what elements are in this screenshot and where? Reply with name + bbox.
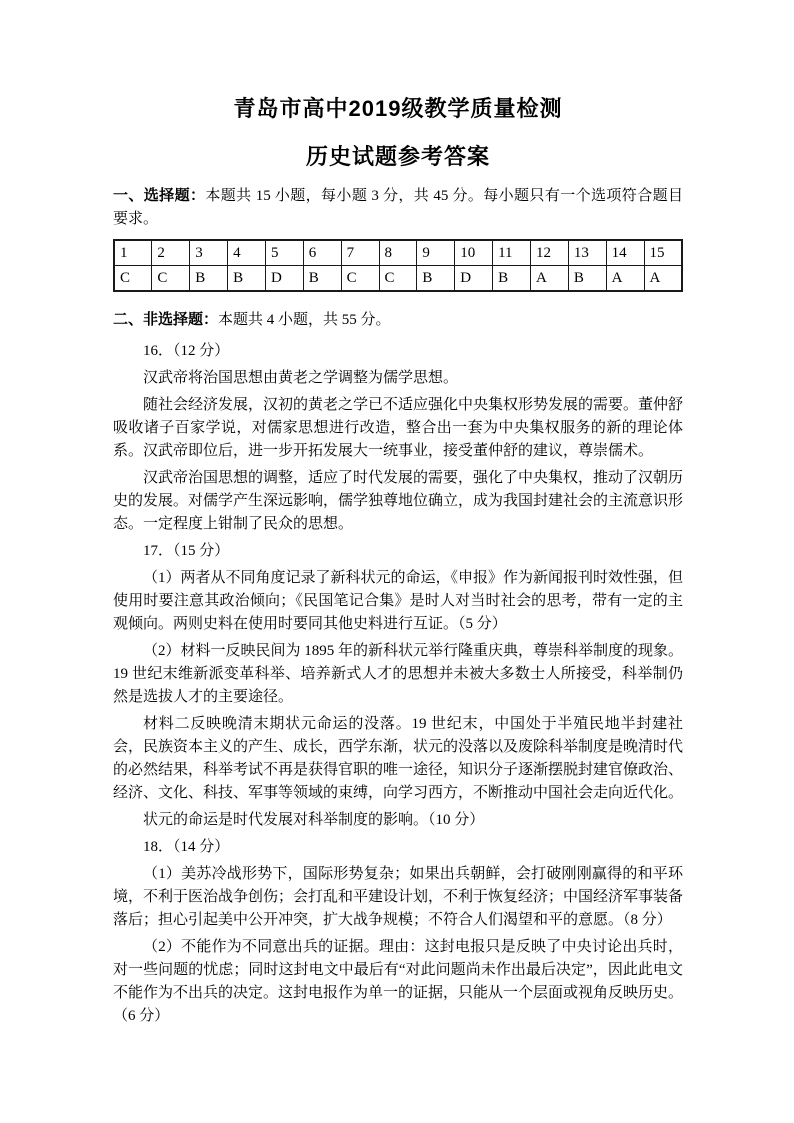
section1-heading-text: 本题共 15 小题，每小题 3 分，共 45 分。每小题只有一个选项符合题目要求。 [113,188,683,227]
answer-number-cell: 14 [606,240,644,266]
answer-number-cell: 12 [530,240,568,266]
answer-letter-cell: C [379,266,417,292]
answer-letter-cell: D [265,266,303,292]
answer-number-cell: 1 [114,240,152,266]
answer-paragraph: （2）不能作为不同意出兵的证据。理由：这封电报只是反映了中央讨论出兵时，对一些问题的忧虑；同时这封电文中最后有“对此问题尚未作出最后决定”，因此此电文不能作为不出兵的决定。这封电报作为单一的证据，只能从一个层面或视角反映历史。（6 分） [113,939,684,1024]
answer-number-cell: 9 [417,240,455,266]
answer-number-cell: 15 [644,240,682,266]
section1-heading-label: 一、选择题： [113,187,206,204]
section2-heading [113,308,683,332]
answer-number-cell: 10 [455,240,493,266]
answer-letter-cell: A [644,266,682,292]
answer-paragraph: 汉武帝治国思想的调整，适应了时代发展的需要，强化了中央集权，推动了汉朝历史的发展。对儒学产生深远影响，儒学独尊地位确立，成为我国封建社会的主流意识形态。一定程度上钳制了民众的思想。 [113,470,684,532]
answer-paragraph: 汉武帝将治国思想由黄老之学调整为儒学思想。 [143,370,459,386]
answer-letter-cell: B [493,266,531,292]
answer-letter-cell: B [303,266,341,292]
section1-heading [113,184,683,231]
section2-heading-label: 二、非选择题： [113,311,219,328]
answer-paragraph: 材料二反映晚清末期状元命运的没落。19 世纪末，中国处于半殖民地半封建社会，民族资本主义的产生、成长，西学东渐，状元的没落以及废除科举制度是晚清时代的必然结果，科举考试不再是获得官职的唯一途径，知识分子逐渐摆脱封建官僚政治、经济、文化、科技、军事等领域的束缚，向学习西方，不断推动中国社会走向近代化。 [113,716,684,801]
answer-paragraph: 状元的命运是时代发展对科举制度的影响。（10 分） [143,812,485,828]
answer-table [113,239,683,292]
answer-letter-cell: A [606,266,644,292]
answer-paragraph: （1）两者从不同角度记录了新科状元的命运，《申报》作为新闻报刊时效性强，但使用时要注意其政治倾向；《民国笔记合集》是时人对当时社会的思考，带有一定的主观倾向。两则史料在使用时要同其他史料进行互证。（5 分） [113,570,684,632]
answer-letter-cell: C [114,266,152,292]
answer-number-cell: 3 [190,240,228,266]
answer-number-cell: 13 [568,240,606,266]
answer-table-row [114,266,682,292]
answer-paragraph: （1）美苏冷战形势下，国际形势复杂；如果出兵朝鲜，会打破刚刚赢得的和平环境，不利于医治战争创伤；会打乱和平建设计划，不利于恢复经济；中国经济军事装备落后；担心引起美中公开冲突，扩大战争规模；不符合人们渴望和平的意愿。（8 分） [113,866,684,928]
answer-number-cell: 6 [303,240,341,266]
answer-letter-cell: A [530,266,568,292]
section2-heading-text: 本题共 4 小题，共 55 分。 [218,312,391,328]
answer-letter-cell: B [568,266,606,292]
answer-letter-cell: D [455,266,493,292]
question-number-line: 18．（14 分） [143,839,230,855]
answer-table-row [114,240,682,266]
answer-number-cell: 8 [379,240,417,266]
answer-table-body [114,240,682,291]
answer-number-cell: 2 [152,240,190,266]
answer-number-cell: 5 [265,240,303,266]
questions-container [113,340,683,1028]
document-subtitle: 历史试题参考答案 [305,144,490,169]
answer-letter-cell: B [417,266,455,292]
answer-paragraph: （2）材料一反映民间为 1895 年的新科状元举行隆重庆典，尊崇科举制度的现象。19 世纪末维新派变革科举、培养新式人才的思想并未被大多数士人所接受，科举制仍然是选拔人才的主要途径。 [113,643,684,705]
answer-number-cell: 7 [341,240,379,266]
answer-letter-cell: B [190,266,228,292]
answer-number-cell: 11 [493,240,531,266]
question-number-line: 17．（15 分） [143,543,230,559]
answer-letter-cell: B [228,266,266,292]
answer-letter-cell: C [152,266,190,292]
answer-paragraph: 随社会经济发展，汉初的黄老之学已不适应强化中央集权形势发展的需要。董仲舒吸收诸子百家学说，对儒家思想进行改造，整合出一套为中央集权服务的新的理论体系。汉武帝即位后，进一步开拓发展大一统事业，接受董仲舒的建议，尊崇儒术。 [113,397,684,459]
document-title: 青岛市高中2019级教学质量检测 [233,96,563,121]
answer-number-cell: 4 [228,240,266,266]
question-number-line: 16．（12 分） [143,343,230,359]
answer-letter-cell: C [341,266,379,292]
